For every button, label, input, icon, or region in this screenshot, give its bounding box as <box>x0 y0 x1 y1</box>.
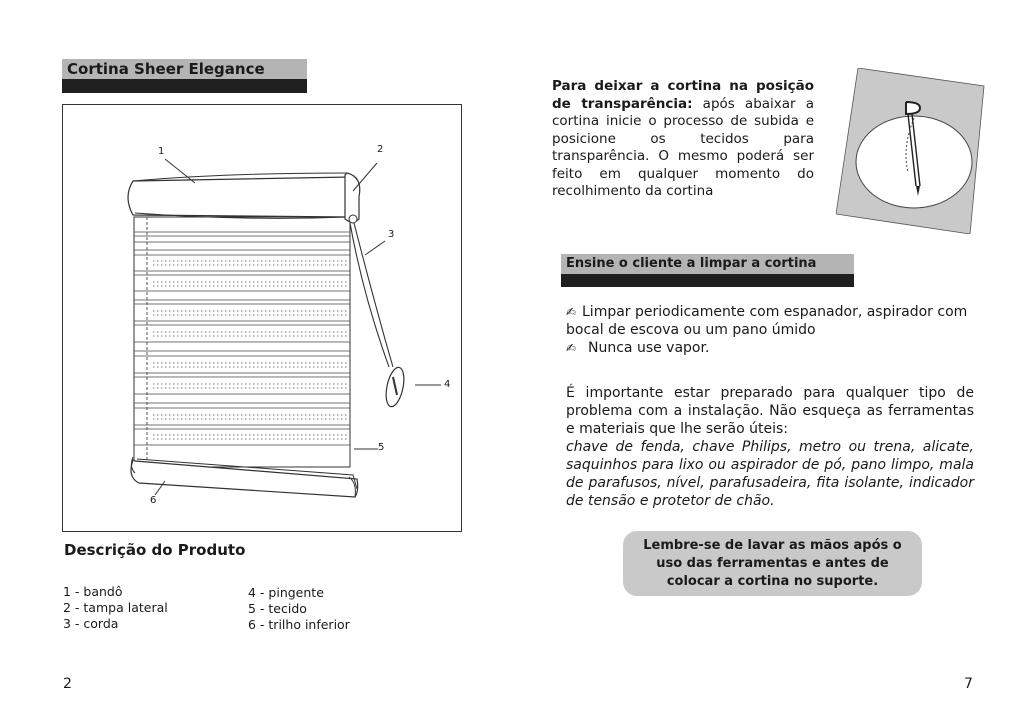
cleaning-bullet <box>566 339 980 357</box>
writing-hand-icon: ✍ <box>566 305 577 319</box>
cleaning-bullet <box>566 303 980 339</box>
callout-1: 1 <box>158 146 165 157</box>
part-item: 2 - tampa lateral <box>63 600 168 615</box>
roller-blind-illustration <box>63 105 461 531</box>
bullet-text: Limpar periodicamente com espanador, aspirador com bocal de escova ou um pano úmido <box>566 304 968 338</box>
part-item: 3 - corda <box>63 616 119 631</box>
cleaning-title: Ensine o cliente a limpar a cortina <box>561 254 854 274</box>
cleaning-header <box>561 254 854 288</box>
product-illustration-frame <box>62 104 462 532</box>
reminder-box <box>623 531 922 596</box>
description-title: Descrição do Produto <box>64 541 246 559</box>
transparency-lead: Para deixar a cortina na posição de transparência: <box>552 78 814 112</box>
important-paragraph: É importante estar preparado para qualquer tipo de problema com a instalação. Não esqueça as ferramentas e materiais que lhe serão úteis: <box>566 385 974 437</box>
cleaning-underline-bar <box>561 274 854 287</box>
page-title: Cortina Sheer Elegance <box>62 59 307 79</box>
reminder-text: Lembre-se de lavar as mãos após o uso das ferramentas e antes de colocar a cortina no suporte. <box>643 538 902 589</box>
part-item: 1 - bandô <box>63 584 123 599</box>
detail-illustration <box>836 68 986 234</box>
transparency-paragraph <box>552 78 814 201</box>
part-item: 6 - trilho inferior <box>248 617 350 632</box>
transparency-detail-figure <box>836 68 986 234</box>
title-underline-bar <box>62 79 307 93</box>
callout-3: 3 <box>388 229 395 240</box>
page-number-right: 7 <box>964 676 973 692</box>
tools-list: chave de fenda, chave Philips, metro ou trena, alicate, saquinhos para lixo ou aspirador de pó, pano limpo, mala de parafusos, nível, parafusadeira, fita isolante, indicador de tensão e protetor de chão. <box>566 439 974 509</box>
transparency-body: após abaixar a cortina inicie o processo de subida e posicione os tecidos para transparência. O mesmo poderá ser feito em qualquer momento do recolhimento da cortina <box>552 95 814 199</box>
callout-6: 6 <box>150 495 157 506</box>
title-header <box>62 59 307 93</box>
bullet-text: Nunca use vapor. <box>588 340 710 356</box>
callout-4: 4 <box>444 379 451 390</box>
callout-2: 2 <box>377 144 384 155</box>
part-item: 5 - tecido <box>248 601 307 616</box>
callout-5: 5 <box>378 442 385 453</box>
page-number-left: 2 <box>63 676 72 692</box>
writing-hand-icon: ✍ <box>566 341 577 355</box>
part-item: 4 - pingente <box>248 585 324 600</box>
